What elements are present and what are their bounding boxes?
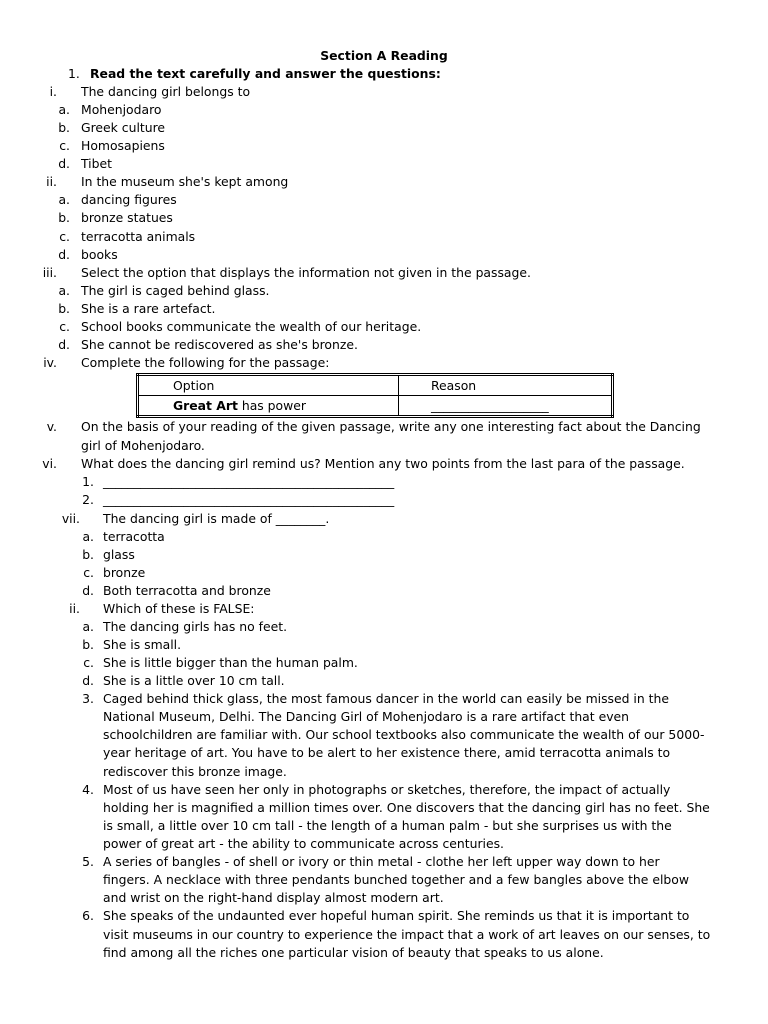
option-text: Tibet — [81, 156, 112, 171]
paragraph-line: is small, a little over 10 cm tall - the length of a human palm - but she surprises us with the — [103, 818, 672, 833]
paragraph-line: A series of bangles - of shell or ivory or thin metal - clothe her left upper way down to her — [103, 854, 660, 869]
reason-blank[interactable]: ___________________ — [399, 396, 613, 417]
paragraph-line: She speaks of the undaunted ever hopeful human spirit. She reminds us that it is important to — [103, 908, 690, 923]
question-number: vii. — [61, 511, 80, 526]
option-marker: d. — [82, 673, 94, 688]
option-marker: b. — [58, 120, 70, 135]
paragraph-line: Most of us have seen her only in photographs or sketches, therefore, the impact of actually — [103, 782, 671, 797]
option-text: The girl is caged behind glass. — [81, 283, 270, 298]
paragraph-line: Caged behind thick glass, the most famous dancer in the world can easily be missed in the — [103, 691, 669, 706]
option-text: Greek culture — [81, 120, 166, 135]
paragraph-line: National Museum, Delhi. The Dancing Girl of Mohenjodaro is a rare artifact that even — [103, 709, 630, 724]
paragraph-line: year heritage of art. You have to be alert to her existence there, amid terracotta animals to — [103, 745, 671, 760]
table-header-option: Option — [138, 375, 399, 396]
option-marker: d. — [58, 156, 70, 171]
answer-number: 1. — [82, 474, 94, 489]
option-text: She cannot be rediscovered as she's bronze. — [81, 337, 358, 352]
option-text: terracotta animals — [81, 229, 196, 244]
question-number: ii. — [69, 601, 80, 616]
option-marker: a. — [58, 102, 70, 117]
option-text: bronze — [103, 565, 146, 580]
question-number: iii. — [42, 265, 57, 280]
paragraph-number: 3. — [82, 691, 94, 706]
paragraph-line: power of great art - the ability to communicate across centuries. — [103, 836, 504, 851]
option-text: Homosapiens — [81, 138, 165, 153]
option-marker: d. — [58, 247, 70, 262]
option-marker: d. — [58, 337, 70, 352]
paragraph-number: 5. — [82, 854, 94, 869]
answer-blank[interactable]: _______________________________________________ — [103, 474, 395, 489]
option-text: She is small. — [103, 637, 182, 652]
question-text: The dancing girl belongs to — [81, 84, 251, 99]
option-marker: b. — [82, 547, 94, 562]
question-text: On the basis of your reading of the given passage, write any one interesting fact about the Dancing — [81, 419, 701, 434]
option-text: She is little bigger than the human palm. — [103, 655, 358, 670]
question-text-cont: girl of Mohenjodaro. — [81, 438, 205, 453]
great-art-bold: Great Art — [173, 398, 238, 413]
option-marker: a. — [82, 529, 94, 544]
option-marker: c. — [83, 655, 94, 670]
option-text: terracotta — [103, 529, 165, 544]
question-number: v. — [46, 419, 57, 434]
option-marker: b. — [58, 301, 70, 316]
answer-blank[interactable]: _______________________________________________ — [103, 492, 395, 507]
option-text: Both terracotta and bronze — [103, 583, 271, 598]
option-text: bronze statues — [81, 210, 173, 225]
has-power-text: has power — [237, 398, 306, 413]
question-text: Complete the following for the passage: — [81, 355, 330, 370]
paragraph-line: rediscover this bronze image. — [103, 764, 287, 779]
table-header-reason: Reason — [399, 375, 613, 396]
option-marker: b. — [82, 637, 94, 652]
paragraph-number: 4. — [82, 782, 94, 797]
question-text: In the museum she's kept among — [81, 174, 289, 189]
section-title: Section A Reading — [320, 48, 448, 63]
option-text: School books communicate the wealth of our heritage. — [81, 319, 422, 334]
option-marker: a. — [58, 283, 70, 298]
option-reason-table — [136, 373, 614, 418]
paragraph-line: visit museums in our country to experience the impact that a work of art leaves on our senses, to — [103, 927, 711, 942]
option-text: glass — [103, 547, 135, 562]
instruction-number: 1. — [68, 66, 80, 81]
option-marker: a. — [58, 192, 70, 207]
option-marker: c. — [59, 319, 70, 334]
option-marker: b. — [58, 210, 70, 225]
paragraph-line: and wrist on the right-hand display almost modern art. — [103, 890, 444, 905]
question-number: vi. — [42, 456, 57, 471]
paragraph-line: holding her is magnified a million times over. One discovers that the dancing girl has no feet. She — [103, 800, 710, 815]
option-text: The dancing girls has no feet. — [103, 619, 288, 634]
question-number: i. — [49, 84, 57, 99]
question-text: Select the option that displays the information not given in the passage. — [81, 265, 531, 280]
option-text: She is a rare artefact. — [81, 301, 216, 316]
paragraph-line: find among all the riches one particular vision of beauty that speaks to us alone. — [103, 945, 604, 960]
table-row — [138, 396, 613, 417]
paragraph-line: fingers. A necklace with three pendants bunched together and a few bangles above the elbow — [103, 872, 689, 887]
option-marker: a. — [82, 619, 94, 634]
option-marker: d. — [82, 583, 94, 598]
question-text: What does the dancing girl remind us? Mention any two points from the last para of the passage. — [81, 456, 685, 471]
question-text: Which of these is FALSE: — [103, 601, 255, 616]
answer-number: 2. — [82, 492, 94, 507]
option-marker: c. — [59, 138, 70, 153]
paragraph-number: 6. — [82, 908, 94, 923]
question-number: ii. — [46, 174, 57, 189]
instruction-text: Read the text carefully and answer the questions: — [90, 66, 441, 81]
option-marker: c. — [59, 229, 70, 244]
option-marker: c. — [83, 565, 94, 580]
table-header-row — [138, 375, 613, 396]
option-text: She is a little over 10 cm tall. — [103, 673, 285, 688]
option-text: books — [81, 247, 118, 262]
table-cell-option — [138, 396, 399, 417]
question-text: The dancing girl is made of ________. — [103, 511, 330, 526]
option-text: dancing figures — [81, 192, 177, 207]
paragraph-line: schoolchildren are familiar with. Our school textbooks also communicate the wealth of our 5000- — [103, 727, 705, 742]
option-text: Mohenjodaro — [81, 102, 162, 117]
question-number: iv. — [43, 355, 57, 370]
